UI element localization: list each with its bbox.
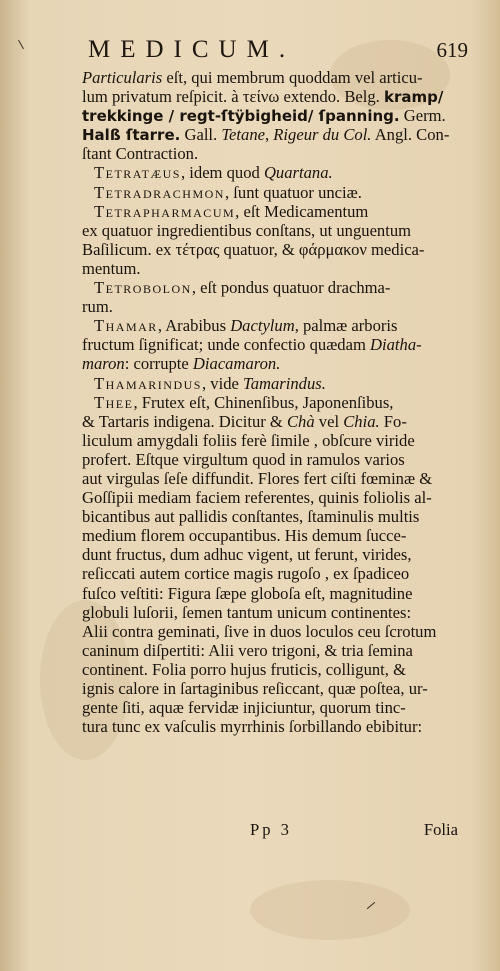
text-run: : corrupte — [124, 354, 193, 374]
text-run: , eſt Medicamentum — [235, 201, 369, 221]
text-line — [82, 240, 458, 259]
text-run: Rigeur du Col. — [273, 125, 372, 145]
text-run: lum privatum reſpicit. à τείνω extendo. Belg. — [82, 87, 384, 107]
stray-ink-mark — [18, 40, 24, 49]
text-run: & Tartaris indigena. Dicitur & — [82, 411, 287, 431]
text-run: medium florem occupantibus. His demum ſucce- — [82, 526, 407, 546]
paper-stain — [250, 880, 410, 940]
text-line — [82, 660, 458, 679]
signature-mark: Pp 3 — [250, 820, 292, 839]
body-text — [82, 68, 458, 736]
text-line — [82, 297, 458, 316]
entry-headword: Tetratæus — [94, 163, 181, 183]
text-run: ex quatuor ingredientibus conſtans, ut unguentum — [82, 220, 412, 240]
text-line — [82, 431, 458, 450]
text-run: trekkinge / regt-ſtÿbigheid/ ſpanning. — [82, 107, 400, 126]
catchword: Folia — [423, 820, 458, 839]
text-run: Dactylum — [230, 316, 295, 336]
text-line — [82, 450, 458, 469]
text-line — [82, 68, 458, 87]
text-line — [82, 259, 458, 278]
text-line — [82, 374, 458, 393]
entry-headword: Thee — [94, 392, 134, 412]
text-run: Quartana. — [263, 163, 333, 183]
text-line — [82, 87, 458, 106]
text-run: bicantibus aut pallidis conſtantes, ſtaminulis multis — [82, 507, 420, 527]
running-title: MEDICUM. — [88, 36, 296, 63]
text-line — [82, 545, 458, 564]
text-line — [82, 221, 458, 240]
text-run: liculum amygdali foliis ferè ſimile , obſcure viride — [82, 430, 415, 450]
text-run: , eſt pondus quatuor drachma- — [191, 278, 391, 298]
text-run: dunt fructus, dum adhuc vigent, ut ferunt, virides, — [82, 545, 412, 565]
text-line — [82, 412, 458, 431]
text-run: ſtant Contraction. — [82, 144, 199, 164]
text-run: tura tunc ex vaſculis myrrhinis ſorbillando ebibitur: — [82, 717, 423, 737]
text-run: globuli luſorii, ſemen tantum unicum continentes: — [82, 602, 412, 622]
text-run: Particularis — [82, 68, 163, 87]
text-line — [82, 584, 458, 603]
text-run: rum. — [82, 297, 113, 317]
text-line — [82, 698, 458, 717]
text-line — [82, 125, 458, 144]
text-line — [82, 526, 458, 545]
entry-headword: Tetradrachmon — [94, 182, 225, 202]
text-run: , — [264, 125, 274, 145]
text-line — [82, 278, 458, 297]
text-run: continent. Folia porro hujus fruticis, colligunt, & — [82, 659, 406, 679]
text-run: Angl. Con- — [371, 125, 450, 145]
text-run: Germ. — [399, 106, 446, 126]
text-line — [82, 679, 458, 698]
text-run: maron — [82, 354, 125, 374]
text-line — [82, 335, 458, 354]
text-run: Chia. — [343, 411, 380, 431]
text-line — [82, 354, 458, 373]
text-run: Diatha- — [370, 335, 422, 355]
text-line — [82, 144, 458, 163]
text-run: reſiccati autem cortice magis rugoſo , ex ſpadiceo — [82, 564, 410, 584]
text-run: profert. Eſtque virgultum quod in ramulos varios — [82, 449, 405, 469]
text-run: kramp/ — [383, 88, 444, 107]
text-run: eſt, qui membrum quoddam vel articu- — [162, 68, 423, 87]
page-number: 619 — [436, 38, 468, 62]
text-line — [82, 393, 458, 412]
text-line — [82, 183, 458, 202]
text-run: Diacamaron. — [192, 354, 281, 374]
text-run: , palmæ arboris — [294, 316, 398, 336]
entry-headword: Tetrapharmacum — [94, 201, 236, 221]
text-run: mentum. — [82, 258, 141, 278]
text-run: Tamarindus. — [243, 373, 326, 393]
text-run: fructum ſignificat; unde confectio quædam — [82, 335, 371, 355]
entry-headword: Thamarindus — [94, 373, 202, 393]
text-run: , Frutex eſt, Chinenſibus, Japonenſibus, — [133, 392, 394, 412]
page-header — [88, 36, 468, 70]
text-line — [82, 507, 458, 526]
text-run: Gall. — [180, 125, 222, 145]
text-run: aut virgulas ſeſe diffundit. Flores fert ciſti fœminæ & — [82, 468, 433, 488]
text-line — [82, 202, 458, 221]
text-line — [82, 641, 458, 660]
text-run: Goſſipii mediam faciem referentes, quinis foliolis al- — [82, 488, 432, 508]
text-run: Fo- — [379, 411, 407, 431]
text-run: Halß ſtarre. — [82, 126, 181, 145]
text-line — [82, 603, 458, 622]
text-run: , ſunt quatuor unciæ. — [224, 182, 362, 202]
entry-headword: Tetrobolon — [94, 278, 192, 298]
entry-headword: Thamar — [94, 316, 158, 336]
text-run: , vide — [201, 373, 243, 393]
text-run: Alii contra geminati, ſive in duos loculos ceu ſcrotum — [82, 621, 437, 641]
text-line — [82, 717, 458, 736]
text-run: , idem quod — [180, 163, 264, 183]
text-run: Chà — [286, 411, 315, 431]
text-line — [82, 316, 458, 335]
text-run: caninum diſpertiti: Alii vero trigoni, & tria ſemina — [82, 640, 413, 660]
text-line — [82, 469, 458, 488]
text-line — [82, 106, 458, 125]
page-footer — [82, 820, 458, 842]
text-run: vel — [314, 411, 344, 431]
text-run: ignis calore in ſartaginibus reſiccant, quæ poſtea, ur- — [82, 679, 428, 698]
text-run: fuſco veſtiti: Figura ſæpe globoſa eſt, magnitudine — [82, 583, 413, 603]
text-run: gente ſiti, aquæ fervidæ injiciuntur, quorum tinc- — [82, 698, 406, 718]
text-run: , Arabibus — [157, 316, 231, 336]
text-run: Tetane — [221, 125, 265, 145]
text-line — [82, 488, 458, 507]
text-run: Baſilicum. ex τέτρας quatuor, & φάρμακον medica- — [82, 239, 425, 259]
text-line — [82, 622, 458, 641]
text-line — [82, 163, 458, 182]
text-line — [82, 564, 458, 583]
